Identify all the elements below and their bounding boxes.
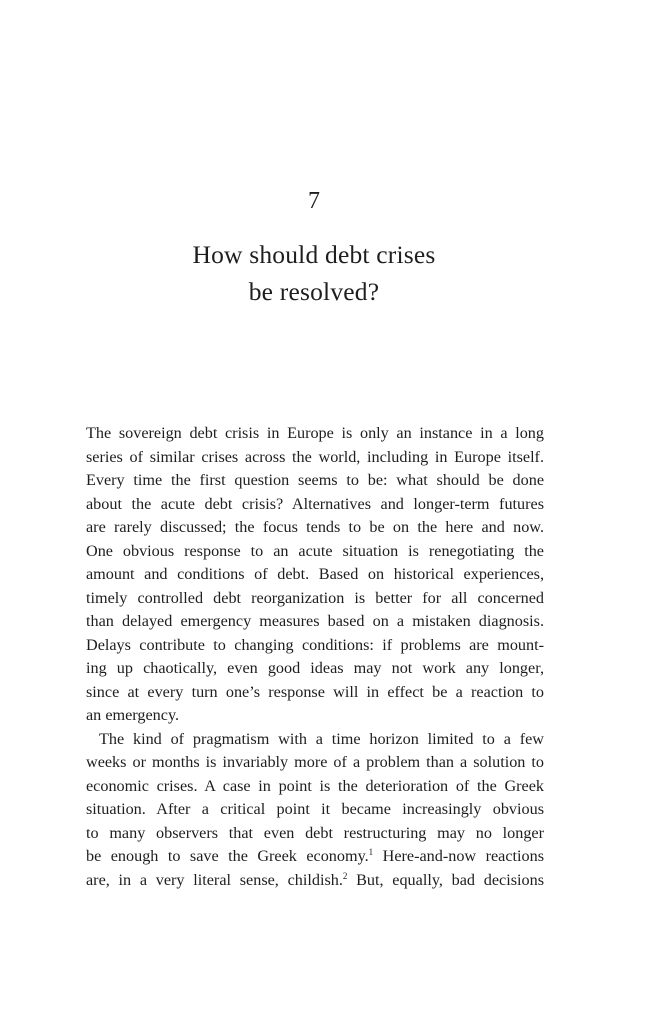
text-line: are rarely discussed; the focus tends to be on the here and now. [86, 518, 544, 536]
text-line-with-footnote [86, 869, 544, 893]
text-line: economic crises. A case in point is the deterioration of the Greek [86, 776, 544, 795]
text-line: since at every turn one’s response will in effect be a reaction to [86, 682, 544, 701]
text-line: Every time the first question seems to be: what should be done [86, 471, 544, 489]
text-line: than delayed emergency measures based on a mistaken diagnosis. [86, 612, 544, 630]
chapter-title-line: be resolved? [248, 277, 380, 306]
text-line: series of similar crises across the world, including in Europe itself. [86, 447, 544, 466]
footnote-ref[interactable]: 2 [342, 870, 348, 881]
body-text [86, 422, 544, 892]
text-segment: are, in a very literal sense, childish. [86, 870, 343, 889]
text-line: amount and conditions of debt. Based on historical experiences, [86, 565, 544, 583]
text-line: ing up chaotically, even good ideas may not work any longer, [86, 659, 544, 677]
text-line: The sovereign debt crisis in Europe is only an instance in a long [86, 424, 544, 442]
text-line: The kind of pragmatism with a time horizon limited to a few [99, 729, 544, 748]
text-segment: But, equally, bad decisions [347, 870, 544, 889]
text-segment: Here-and-now reactions [373, 847, 544, 865]
paragraph [86, 728, 544, 893]
text-line: situation. After a critical point it became increasingly obvious [86, 800, 544, 818]
text-line: to many observers that even debt restructuring may no longer [86, 823, 544, 842]
text-line: about the acute debt crisis? Alternatives and longer-term futures [86, 494, 544, 513]
paragraph [86, 422, 544, 728]
text-line: an emergency. [86, 706, 180, 724]
chapter-title-line: How should debt crises [192, 240, 436, 269]
text-line: Delays contribute to changing conditions: if problems are mount- [86, 635, 544, 654]
text-line: weeks or months is invariably more of a problem than a solution to [86, 753, 544, 771]
text-segment: be enough to save the Greek economy. [86, 847, 369, 865]
text-line: timely controlled debt reorganization is better for all concerned [86, 588, 544, 607]
chapter-number: 7 [308, 188, 320, 214]
chapter-title [0, 236, 628, 310]
footnote-ref[interactable]: 1 [368, 847, 374, 857]
text-line: One obvious response to an acute situation is renegotiating the [86, 541, 544, 560]
text-line-with-footnote [86, 845, 544, 869]
